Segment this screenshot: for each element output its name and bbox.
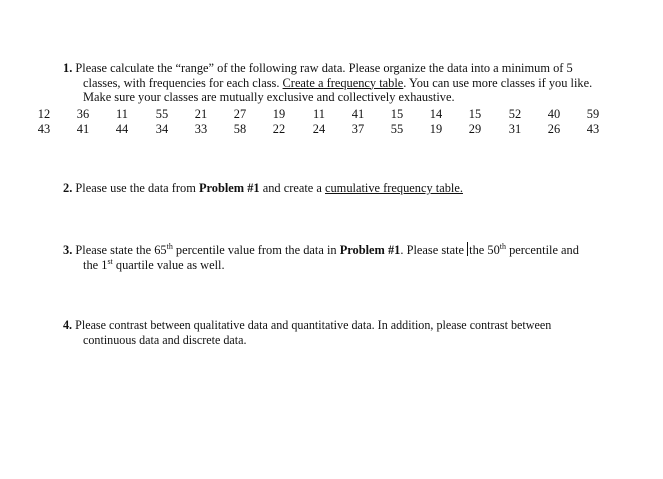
question-4-number: 4. xyxy=(63,318,73,332)
cumulative-frequency-table-link[interactable]: cumulative frequency table. xyxy=(324,181,463,195)
data-cell: 21 xyxy=(194,107,208,121)
question-1-line-3 xyxy=(63,90,592,105)
question-1-text-2: classes, with frequencies for each class. xyxy=(83,75,283,90)
data-cell: 19 xyxy=(272,107,286,121)
text-cursor xyxy=(467,242,468,256)
question-3-text-2: percentile value from the data in xyxy=(172,243,340,257)
question-3-text-7: quartile value as well. xyxy=(112,257,225,272)
data-cell: 33 xyxy=(194,122,208,136)
data-cell: 15 xyxy=(390,107,404,121)
question-1-number: 1. xyxy=(63,61,73,75)
question-2-number: 2. xyxy=(63,181,73,195)
question-2-text-2: and create a xyxy=(259,181,325,195)
data-cell: 55 xyxy=(390,122,404,136)
data-cell: 26 xyxy=(547,122,561,136)
question-3-line-1 xyxy=(63,242,579,258)
data-cell: 14 xyxy=(429,107,443,121)
data-cell: 27 xyxy=(233,107,247,121)
question-1-text-3: . You can use more classes if you like. xyxy=(403,75,593,90)
data-cell: 41 xyxy=(351,107,365,121)
question-4-line-1 xyxy=(63,318,551,333)
data-cell: 55 xyxy=(155,107,169,121)
data-cell: 44 xyxy=(115,122,129,136)
data-cell: 11 xyxy=(116,107,128,121)
question-2-text-1: Please use the data from xyxy=(75,181,199,195)
question-1-text-1: Please calculate the “range” of the following raw data. Please organize the data into a minimum of 5 xyxy=(75,61,573,75)
question-4-line-2 xyxy=(63,333,551,348)
data-cell: 41 xyxy=(76,122,90,136)
data-cell: 58 xyxy=(233,122,247,136)
question-4-text-2: continuous data and discrete data. xyxy=(83,332,247,347)
question-3-text-3: . Please state xyxy=(400,243,468,257)
question-2 xyxy=(63,181,463,196)
data-cell: 43 xyxy=(37,122,51,136)
data-row-1 xyxy=(0,107,663,122)
question-3-sup-1: th xyxy=(166,241,173,251)
data-cell: 12 xyxy=(37,107,51,121)
data-cell: 15 xyxy=(468,107,482,121)
data-cell: 37 xyxy=(351,122,365,136)
data-cell: 24 xyxy=(312,122,326,136)
question-2-bold: Problem #1 xyxy=(198,181,260,195)
question-1-line-1 xyxy=(63,61,592,76)
frequency-table-link[interactable]: Create a frequency table xyxy=(282,75,404,90)
data-cell: 59 xyxy=(586,107,600,121)
data-cell: 52 xyxy=(508,107,522,121)
data-cell: 11 xyxy=(313,107,325,121)
question-3-number: 3. xyxy=(63,243,73,257)
data-cell: 19 xyxy=(429,122,443,136)
question-3-line-2 xyxy=(63,258,579,273)
question-3-sup-2: th xyxy=(499,241,507,251)
data-row-2 xyxy=(0,122,663,137)
data-cell: 34 xyxy=(155,122,169,136)
data-cell: 31 xyxy=(508,122,522,136)
question-3-text-1: Please state the 65 xyxy=(75,243,167,257)
question-3-text-4: the 50 xyxy=(469,243,500,257)
data-cell: 36 xyxy=(76,107,90,121)
question-3 xyxy=(63,242,579,272)
question-3-text-5: percentile and xyxy=(506,243,579,257)
data-cell: 29 xyxy=(468,122,482,136)
question-1 xyxy=(63,61,592,105)
data-cell: 40 xyxy=(547,107,561,121)
question-4 xyxy=(63,318,551,347)
question-3-text-6: the 1 xyxy=(83,257,108,272)
question-2-line-1 xyxy=(63,181,463,196)
question-1-line-2 xyxy=(63,76,592,91)
question-4-text-1: Please contrast between qualitative data and quantitative data. In addition, please contrast between xyxy=(75,318,552,332)
question-3-bold: Problem #1 xyxy=(339,243,401,257)
question-1-text-4: Make sure your classes are mutually exclusive and collectively exhaustive. xyxy=(83,90,455,105)
question-3-sup-3: st xyxy=(107,256,113,266)
data-cell: 22 xyxy=(272,122,286,136)
data-cell: 43 xyxy=(586,122,600,136)
